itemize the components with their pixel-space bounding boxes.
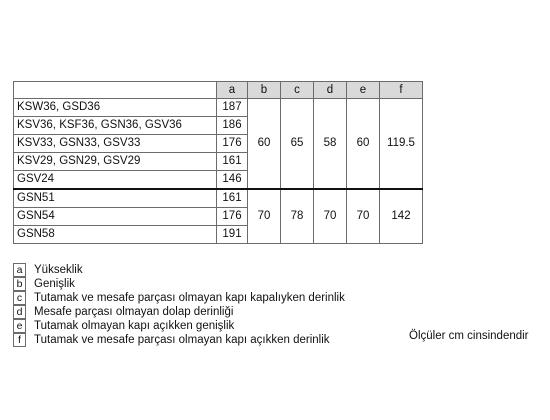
- table-row: [14, 189, 423, 208]
- legend-key: e: [13, 319, 26, 333]
- group2-f-cell: 142: [380, 189, 423, 244]
- legend-item: [13, 277, 345, 291]
- table-header-row: [14, 82, 423, 99]
- group2-b-cell: 70: [248, 189, 281, 244]
- group2-e-cell: 70: [347, 189, 380, 244]
- model-cell: GSV24: [14, 171, 217, 190]
- legend-key: c: [13, 291, 26, 305]
- legend-text: Tutamak ve mesafe parçası olmayan kapı açıkken derinlik: [34, 334, 330, 346]
- group1-f-cell: 119.5: [380, 99, 423, 190]
- model-cell: GSN58: [14, 226, 217, 244]
- legend-key: f: [13, 333, 26, 347]
- height-cell: 161: [217, 153, 248, 171]
- legend-item: [13, 333, 345, 347]
- model-cell: GSN54: [14, 208, 217, 226]
- legend-text: Genişlik: [34, 278, 75, 290]
- dimensions-table: [13, 81, 423, 244]
- model-cell: GSN51: [14, 189, 217, 208]
- height-cell: 146: [217, 171, 248, 190]
- model-cell: KSV33, GSN33, GSV33: [14, 135, 217, 153]
- legend-text: Tutamak ve mesafe parçası olmayan kapı kapalıyken derinlik: [34, 292, 345, 304]
- header-col-d: d: [314, 82, 347, 99]
- units-note: Ölçüler cm cinsindendir: [409, 330, 529, 342]
- legend-text: Mesafe parçası olmayan dolap derinliği: [34, 306, 234, 318]
- legend-item: [13, 291, 345, 305]
- height-cell: 191: [217, 226, 248, 244]
- model-cell: KSV29, GSN29, GSV29: [14, 153, 217, 171]
- header-col-a: a: [217, 82, 248, 99]
- dimension-legend: [13, 263, 345, 347]
- height-cell: 187: [217, 99, 248, 117]
- group1-c-cell: 65: [281, 99, 314, 190]
- height-cell: 186: [217, 117, 248, 135]
- legend-item: [13, 305, 345, 319]
- legend-key: b: [13, 277, 26, 291]
- height-cell: 176: [217, 135, 248, 153]
- legend-item: [13, 319, 345, 333]
- group2-c-cell: 78: [281, 189, 314, 244]
- header-col-f: f: [380, 82, 423, 99]
- height-cell: 161: [217, 189, 248, 208]
- header-col-e: e: [347, 82, 380, 99]
- height-cell: 176: [217, 208, 248, 226]
- group1-d-cell: 58: [314, 99, 347, 190]
- legend-key: a: [13, 263, 26, 277]
- header-model-cell: [14, 82, 217, 99]
- table-row: [14, 99, 423, 117]
- group1-b-cell: 60: [248, 99, 281, 190]
- group2-d-cell: 70: [314, 189, 347, 244]
- group1-e-cell: 60: [347, 99, 380, 190]
- header-col-c: c: [281, 82, 314, 99]
- model-cell: KSW36, GSD36: [14, 99, 217, 117]
- model-cell: KSV36, KSF36, GSN36, GSV36: [14, 117, 217, 135]
- legend-key: d: [13, 305, 26, 319]
- legend-text: Yükseklik: [34, 264, 83, 276]
- header-col-b: b: [248, 82, 281, 99]
- legend-item: [13, 263, 345, 277]
- legend-text: Tutamak olmayan kapı açıkken genişlik: [34, 320, 235, 332]
